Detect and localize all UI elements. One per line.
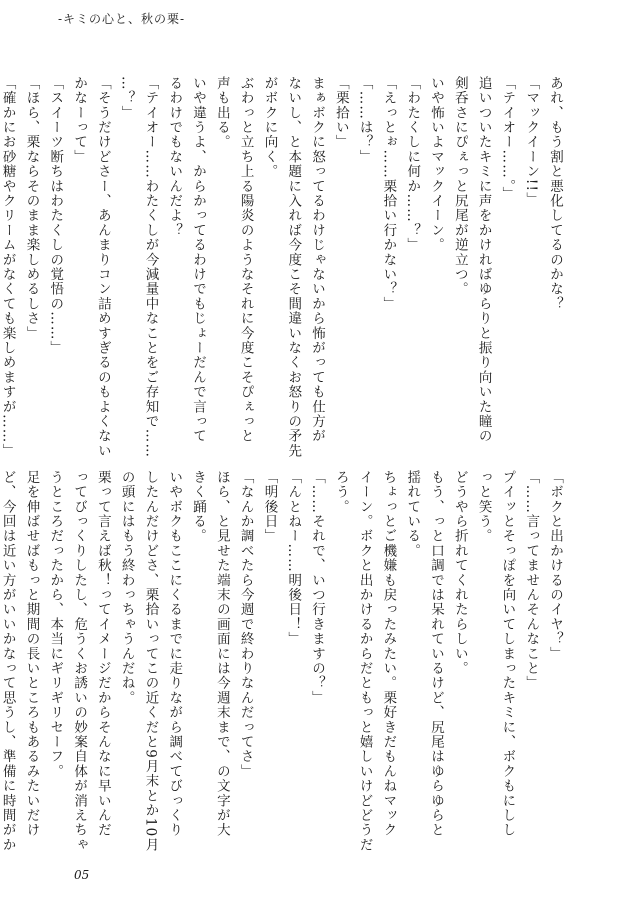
text-line: 「マックイーン!!」 <box>523 76 540 207</box>
text-line: ろう。 <box>332 470 349 515</box>
text-line: 剣呑さにぴぇっと尻尾が逆立つ。 <box>451 76 468 297</box>
text-line: ないし、と本題に入れば今度こそ間違いなくお怒りの矛先 <box>285 76 302 459</box>
text-line: どうやら折れてくれたらしい。 <box>451 470 468 676</box>
page-number: 05 <box>74 868 90 882</box>
text-line: 「んとねー……明後日！」 <box>285 470 302 647</box>
text-line: かなーって」 <box>71 76 88 165</box>
text-line: 「えっとぉ……栗拾い行かない？」 <box>380 76 397 312</box>
text-line: 声も出る。 <box>213 76 230 150</box>
text-line: 「……言ってませんそんなこと」 <box>523 470 540 691</box>
text-line: ちょっとご機嫌も戻ったみたい。栗好きだもんねマック <box>380 470 397 838</box>
text-line: いや怖いよマックイーン。 <box>428 76 445 253</box>
text-line: ぶわっと立ち上る陽炎のようなそれに今度こそぴぇっと <box>237 76 254 444</box>
text-line: 「ボクと出かけるのイヤ？」 <box>547 470 563 662</box>
text-line: 栗って言えば秋！ってイメージだからそんなに早いんだ <box>94 470 111 838</box>
text-line: …？」 <box>118 76 135 121</box>
text-block-bottom <box>0 470 566 870</box>
text-line: 追いついたキミに声をかければゆらりと振り向いた瞳の <box>475 76 492 444</box>
text-line: 「……それで、いつ行きますの？」 <box>309 470 326 706</box>
text-line: 「ほら、栗ならそのまま楽しめるしさ」 <box>23 76 40 341</box>
text-line: るわけでもないんだよ？ <box>166 76 183 238</box>
running-header: -キミの心と、秋の栗- <box>58 12 186 26</box>
text-line: ど、今回は近い方がいいかなって思うし、準備に時間がか <box>0 470 16 853</box>
text-line: がボクに向く。 <box>261 76 278 179</box>
text-line: 「テイオー……。」 <box>499 76 516 202</box>
text-line: 「確かにお砂糖やクリームがなくても楽しめますが……」 <box>0 76 16 459</box>
text-line: いや違うよ、からかってるわけでもじょーだんで言って <box>190 76 207 444</box>
text-line: ってびっくりしたし、危うくお誘いの妙案自体が消えちゃ <box>71 470 88 853</box>
text-line: プイッとそっぽを向いてしまったキミに、ボクもにしし <box>499 470 516 838</box>
text-line: ほら、と見せた端末の画面には今週末まで、の文字が大 <box>213 470 230 838</box>
text-line: 揺れている。 <box>404 470 421 559</box>
text-line: 「なんか調べたら今週で終わりなんだってさ」 <box>237 470 254 779</box>
text-line: 「……は？」 <box>356 76 373 165</box>
text-line: 「わたくしに何か……？」 <box>404 76 421 253</box>
text-line: 「テイオー……わたくしが今減量中なことをご存知で…… <box>142 76 159 459</box>
text-line: したんだけどさ、栗拾いってこの近くだと9月末とか10月 <box>142 470 159 853</box>
text-line: イーン。ボクと出かけるからだともっと嬉しいけどどうだ <box>356 470 373 853</box>
text-line: 「明後日」 <box>261 470 278 544</box>
text-line: 「栗拾い」 <box>332 76 349 150</box>
text-line: きく踊る。 <box>190 470 207 544</box>
text-line: まぁボクに怒ってるわけじゃないから怖がっても仕方が <box>309 76 326 444</box>
text-line: もう、っと口調では呆れているけど、尻尾はゆらゆらと <box>428 470 445 838</box>
text-line: いやボクもここにくるまでに走りながら調べてびっくり <box>166 470 183 838</box>
text-line: 足を伸ばせばもっと期間の長いところもあるみたいだけ <box>23 470 40 838</box>
text-block-top <box>0 76 566 476</box>
text-line: 「そうだけどさー、あんまりコン詰めすぎるのもよくない <box>94 76 111 459</box>
text-line: あれ、もう割と悪化してるのかな？ <box>547 76 563 312</box>
text-line: っと笑う。 <box>475 470 492 544</box>
text-line: うところだったから、本当にギリギリセーフ。 <box>47 470 64 779</box>
text-line: 「スイーツ断ちはわたくしの覚悟の……」 <box>47 76 64 356</box>
text-line: の頭にはもう終わっちゃうんだね。 <box>118 470 135 706</box>
